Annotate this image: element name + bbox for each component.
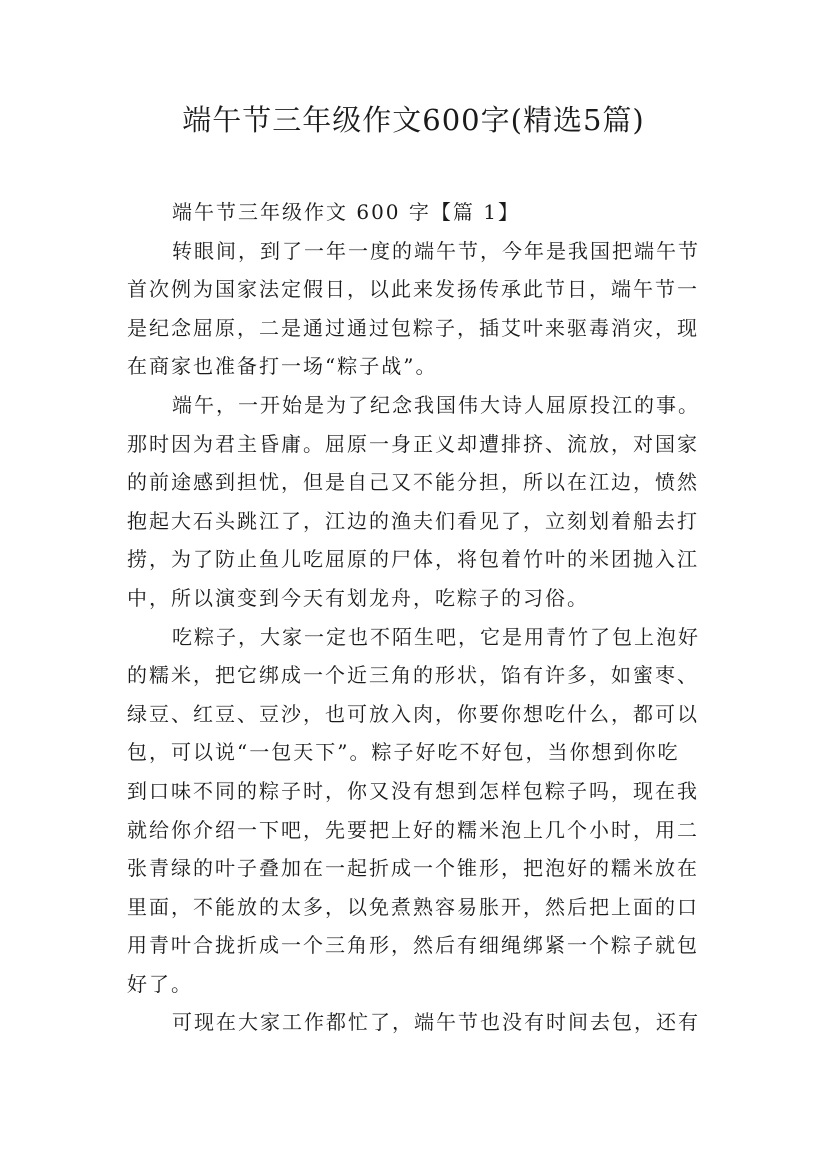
text-line: 的糯米，把它绑成一个近三角的形状，馅有许多，如蜜枣、: [127, 663, 699, 688]
text-line: 就给你介绍一下吧，先要把上好的糯米泡上几个小时，用二: [127, 817, 699, 842]
document-title: 端午节三年级作文600字(精选5篇): [182, 103, 645, 137]
text-line: 的前途感到担忧，但是自己又不能分担，所以在江边，愤然: [127, 470, 699, 495]
text-line: 绿豆、红豆、豆沙，也可放入肉，你要你想吃什么，都可以: [127, 701, 699, 726]
text-line: 张青绿的叶子叠加在一起折成一个锥形，把泡好的糯米放在: [127, 856, 699, 881]
text-line: 抱起大石头跳江了，江边的渔夫们看见了，立刻划着船去打: [127, 508, 699, 533]
paragraph-lines: [127, 232, 707, 1042]
text-line: 吃粽子，大家一定也不陌生吧，它是用青竹了包上泡好: [172, 624, 700, 649]
text-line: 用青叶合拢折成一个三角形，然后有细绳绑紧一个粽子就包: [127, 933, 699, 958]
text-line: 可现在大家工作都忙了，端午节也没有时间去包，还有: [172, 1010, 700, 1035]
text-line: 到口味不同的粽子时，你又没有想到怎样包粽子吗，现在我: [127, 778, 699, 803]
section-heading: 端午节三年级作文 600 字【篇 1】: [172, 200, 520, 224]
document-body: [127, 193, 707, 1042]
text-line: 是纪念屈原，二是通过通过包粽子，插艾叶来驱毒消灾，现: [127, 315, 699, 340]
text-line: 转眼间，到了一年一度的端午节，今年是我国把端午节: [172, 238, 700, 263]
text-line: 那时因为君主昏庸。屈原一身正义却遭排挤、流放，对国家: [127, 431, 699, 456]
text-line: 首次例为国家法定假日，以此来发扬传承此节日，端午节一: [127, 277, 699, 302]
text-line: 好了。: [127, 971, 193, 996]
text-line: 中，所以演变到今天有划龙舟，吃粽子的习俗。: [127, 585, 589, 610]
text-line: 端午，一开始是为了纪念我国伟大诗人屈原投江的事。: [172, 392, 700, 417]
text-line: 在商家也准备打一场“粽子战”。: [127, 354, 438, 379]
text-line: 捞，为了防止鱼儿吃屈原的尸体，将包着竹叶的米团抛入江: [127, 547, 699, 572]
text-line: 包，可以说“一包天下”。粽子好吃不好包，当你想到你吃: [127, 740, 680, 765]
text-line: 里面，不能放的太多，以免煮熟容易胀开，然后把上面的口: [127, 894, 699, 919]
